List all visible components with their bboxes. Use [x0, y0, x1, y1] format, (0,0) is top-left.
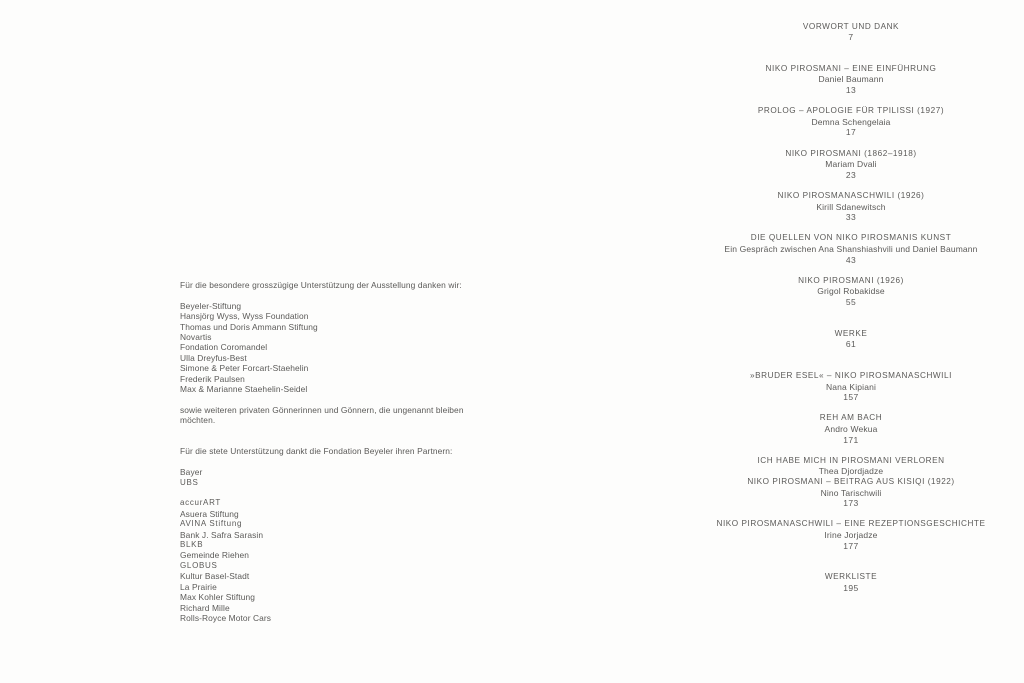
donor-name: Fondation Coromandel [180, 342, 268, 353]
partner-name: Bayer [180, 467, 203, 478]
toc-author-line: Irine Jorjadze [824, 530, 878, 540]
exhibition-thanks-intro: Für die besondere grosszügige Unterstützung der Ausstellung danken wir: [180, 280, 462, 290]
toc-entry [785, 149, 916, 181]
toc-entry [758, 106, 944, 138]
toc-author-line: Kirill Sdanewitsch [816, 201, 886, 212]
partner-name: Richard Mille [180, 602, 230, 613]
toc-author-line: Nino Tarischwili [820, 487, 882, 498]
toc-entry [750, 371, 952, 403]
toc-author-line: Thea Djordjadze [818, 466, 884, 477]
partners-thanks-intro: Für die stete Unterstützung dankt die Fondation Beyeler ihren Partnern: [180, 446, 453, 457]
toc-page-line: 157 [843, 392, 859, 403]
partner-name: Bank J. Safra Sarasin [180, 529, 264, 540]
toc-entry [820, 413, 882, 445]
toc-title-line: NIKO PIROSMANI (1862–1918) [785, 148, 917, 158]
partner-name: Kultur Basel-Stadt [180, 571, 250, 582]
toc-title-line: NIKO PIROSMANI (1926) [798, 275, 904, 285]
toc-entry [798, 276, 904, 308]
toc-page-line: 7 [848, 32, 854, 43]
toc-entry [724, 233, 977, 265]
toc-title-line: NIKO PIROSMANI – BEITRAG AUS KISIQI (1922) [747, 477, 955, 487]
main-partner-list [180, 467, 480, 488]
donor-name: Hansjörg Wyss, Wyss Foundation [180, 311, 309, 322]
toc-author-line: Demna Schengelaia [811, 116, 891, 127]
acknowledgments-column [180, 280, 480, 634]
donor-name: Ulla Dreyfus-Best [180, 352, 247, 363]
donor-name: Thomas und Doris Ammann Stiftung [180, 321, 318, 332]
toc-title-line: »BRUDER ESEL« – NIKO PIROSMANASCHWILI [750, 371, 952, 381]
toc-entry [717, 519, 986, 551]
toc-entry [825, 572, 877, 593]
anonymous-donors-note: sowie weiteren privaten Gönnerinnen und Gönnern, die ungenannt bleiben möchten. [180, 404, 464, 426]
toc-title-line: ICH HABE MICH IN PIROSMANI VERLOREN [757, 455, 945, 465]
donor-name: Frederik Paulsen [180, 373, 245, 384]
toc-title-line: DIE QUELLEN VON NIKO PIROSMANIS KUNST [750, 233, 952, 243]
toc-entry [747, 456, 954, 509]
toc-entry [766, 64, 937, 96]
partner-list [180, 498, 480, 623]
partner-name: Rolls-Royce Motor Cars [180, 612, 272, 623]
toc-author-line: Nana Kipiani [825, 381, 876, 392]
toc-entry [778, 191, 925, 223]
partner-name: Max Kohler Stiftung [180, 592, 255, 603]
partner-name: AVINA Stiftung [180, 519, 243, 529]
partner-name: UBS [180, 477, 199, 487]
toc-author-line: Ein Gespräch zwischen Ana Shanshiashvili und Daniel Baumann [724, 243, 978, 254]
toc-entry [835, 329, 868, 350]
donor-name: Novartis [180, 332, 212, 343]
toc-author-line: Daniel Baumann [818, 74, 884, 85]
toc-title-line: REH AM BACH [819, 413, 883, 423]
toc-title-line: NIKO PIROSMANASCHWILI (1926) [777, 191, 925, 200]
toc-title-line: NIKO PIROSMANASCHWILI – EINE REZEPTIONSGESCHICHTE [716, 519, 986, 529]
toc-title-line: NIKO PIROSMANI – EINE EINFÜHRUNG [765, 63, 937, 73]
partner-name: La Prairie [180, 581, 217, 592]
toc-title-line: WERKE [834, 328, 868, 338]
toc-author-line: Mariam Dvali [825, 159, 877, 170]
exhibition-donor-list [180, 301, 480, 395]
toc-author-line: Grigol Robakidse [817, 286, 885, 297]
partner-name: BLKB [180, 540, 204, 550]
toc-page-line: 173 [843, 498, 859, 509]
donor-name: Simone & Peter Forcart-Staehelin [180, 363, 309, 374]
toc-page-line: 13 [845, 85, 857, 96]
toc-page-line: 171 [843, 434, 859, 445]
donor-name: Beyeler-Stiftung [180, 300, 242, 311]
partner-name: Gemeinde Riehen [180, 550, 250, 561]
toc-entry [803, 22, 899, 43]
toc-author-line: Andro Wekua [824, 424, 878, 435]
toc-title-line: VORWORT UND DANK [802, 21, 900, 31]
toc-page-line: 195 [843, 582, 859, 593]
toc-page-line: 61 [845, 339, 857, 350]
toc-page-line: 43 [845, 254, 857, 265]
toc-page-line: 17 [845, 127, 857, 138]
partner-name: Asuera Stiftung [180, 508, 239, 519]
toc-page-line: 55 [845, 296, 857, 307]
toc-page-line: 33 [845, 212, 857, 223]
partner-name: accurART [180, 498, 222, 508]
toc-title-line: WERKLISTE [824, 572, 878, 582]
toc-page-line: 23 [845, 169, 857, 180]
partner-name: GLOBUS [180, 560, 218, 570]
table-of-contents [691, 22, 1011, 605]
toc-page-line: 177 [843, 540, 859, 551]
donor-name: Max & Marianne Staehelin-Seidel [180, 384, 308, 395]
toc-title-line: PROLOG – APOLOGIE FÜR TPILISSI (1927) [757, 106, 945, 116]
